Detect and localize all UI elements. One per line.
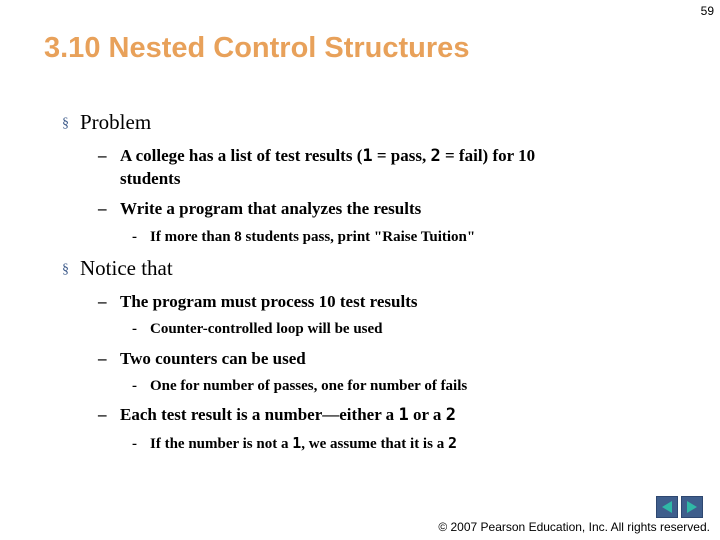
bullet-label: Problem <box>80 110 152 134</box>
sub-item-text: If the number is not a <box>150 436 293 452</box>
subdash-icon: - <box>132 321 137 337</box>
problem-item-2-sub <box>132 229 475 246</box>
dash-icon: – <box>98 292 107 311</box>
sub-item-text: If more than 8 students pass, print "Raise Tuition" <box>150 229 476 245</box>
item-text: A college has a list of test results ( <box>120 146 363 165</box>
slide-title: 3.10 Nested Control Structures <box>44 32 470 64</box>
notice-item-1 <box>98 292 417 312</box>
subdash-icon: - <box>132 378 137 394</box>
bullet-notice <box>62 256 173 281</box>
sub-item-text: Counter-controlled loop will be used <box>150 321 383 337</box>
code-value: 1 <box>292 434 302 452</box>
subdash-icon: - <box>132 229 137 245</box>
dash-icon: – <box>98 199 107 218</box>
code-value: 2 <box>445 405 456 425</box>
dash-icon: – <box>98 405 107 424</box>
code-value: 2 <box>447 434 457 452</box>
item-text: The program must process 10 test results <box>120 292 418 311</box>
item-text: = pass, <box>372 146 431 165</box>
copyright-notice: © 2007 Pearson Education, Inc. All rights reserved. <box>438 520 710 534</box>
page-number: 59 <box>700 4 714 18</box>
code-value: 1 <box>398 405 409 425</box>
problem-item-1-continued: students <box>120 169 181 188</box>
item-text: Write a program that analyzes the results <box>120 199 422 218</box>
problem-item-1 <box>98 146 535 166</box>
problem-item-2 <box>98 199 421 219</box>
right-arrow-icon <box>685 500 699 514</box>
slide-navigation <box>656 496 703 518</box>
notice-item-2 <box>98 349 306 369</box>
next-slide-button[interactable] <box>681 496 703 518</box>
notice-item-2-sub <box>132 378 467 395</box>
item-text: = fail) for 10 <box>440 146 536 165</box>
bullet-label: Notice that <box>80 256 173 280</box>
item-text: Two counters can be used <box>120 349 306 368</box>
subdash-icon: - <box>132 436 137 452</box>
previous-slide-button[interactable] <box>656 496 678 518</box>
item-text: or a <box>408 405 446 424</box>
sub-item-text: One for number of passes, one for number of fails <box>150 378 468 394</box>
dash-icon: – <box>98 146 107 165</box>
dash-icon: – <box>98 349 107 368</box>
item-text: Each test result is a number—either a <box>120 405 399 424</box>
notice-item-3 <box>98 405 456 425</box>
notice-item-1-sub <box>132 321 383 338</box>
left-arrow-icon <box>660 500 674 514</box>
code-value: 2 <box>430 146 441 166</box>
notice-item-3-sub <box>132 434 457 453</box>
bullet-problem <box>62 110 151 135</box>
code-value: 1 <box>362 146 373 166</box>
sub-item-text: , we assume that it is a <box>301 436 448 452</box>
bullet-icon: § <box>62 116 69 131</box>
bullet-icon: § <box>62 262 69 277</box>
